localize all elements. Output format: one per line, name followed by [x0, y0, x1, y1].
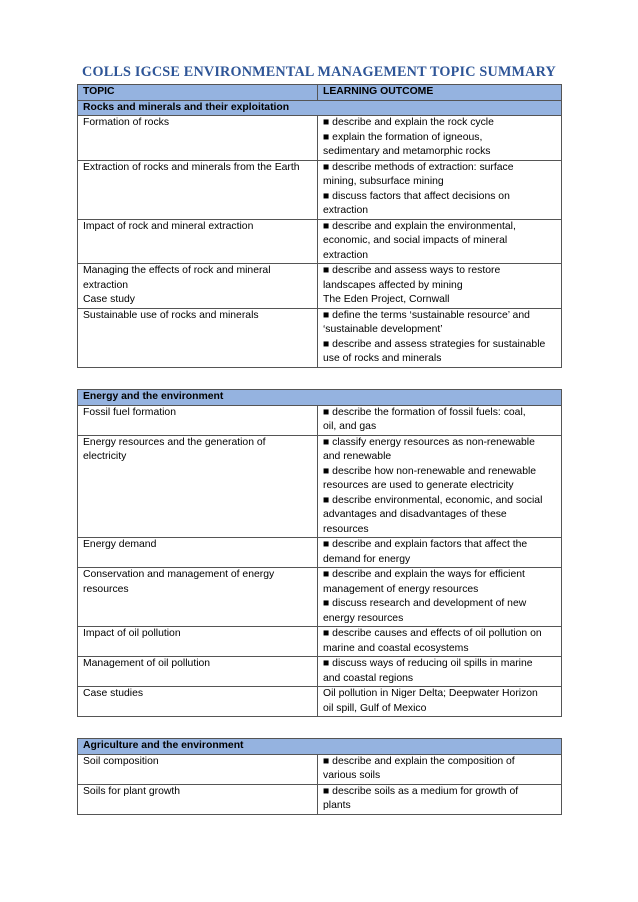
outcome-line: ■ describe soils as a medium for growth of [323, 785, 519, 797]
learning-outcome-cell [318, 627, 562, 657]
outcome-line: ■ discuss research and development of new [323, 598, 527, 609]
learning-outcome-cell [318, 754, 562, 784]
learning-outcome-cell [318, 538, 562, 568]
outcome-line: resources [323, 523, 369, 535]
topic-line: electricity [83, 451, 127, 462]
table-row [78, 264, 562, 309]
outcome-line: Oil pollution in Niger Delta; Deepwater Horizon [323, 688, 538, 699]
section-heading: Rocks and minerals and their exploitation [78, 100, 562, 116]
section-heading: Agriculture and the environment [78, 739, 562, 755]
table-row [78, 627, 562, 657]
outcome-line: ■ discuss factors that affect decisions on [323, 190, 510, 202]
outcome-line: ■ describe and explain the environmental, [323, 220, 516, 232]
table-body [78, 85, 562, 368]
outcome-line: and coastal regions [323, 672, 414, 684]
topic-cell [78, 627, 318, 657]
learning-outcome-cell [318, 219, 562, 264]
outcome-line: ‘sustainable development’ [323, 324, 443, 335]
topic-line: Fossil fuel formation [83, 406, 176, 418]
topic-cell [78, 264, 318, 309]
topic-line: Conservation and management of energy [83, 569, 275, 580]
topic-line: Sustainable use of rocks and minerals [83, 309, 259, 321]
outcome-line: use of rocks and minerals [323, 353, 442, 364]
table-row [78, 116, 562, 161]
topic-line: Impact of rock and mineral extraction [83, 220, 254, 232]
outcome-line: resources are used to generate electricity [323, 480, 514, 491]
outcome-line: ■ describe and assess ways to restore [323, 265, 501, 276]
outcome-line: ■ describe and assess strategies for sustainable [323, 338, 546, 350]
outcome-line: sedimentary and metamorphic rocks [323, 146, 491, 157]
section-heading: Energy and the environment [78, 390, 562, 406]
table-body [78, 390, 562, 717]
outcome-line: plants [323, 800, 351, 811]
learning-outcome-cell [318, 405, 562, 435]
outcome-line: extraction [323, 249, 369, 261]
outcome-line: demand for energy [323, 553, 411, 565]
topic-cell [78, 160, 318, 219]
learning-outcome-cell [318, 264, 562, 309]
table-agriculture [77, 738, 562, 815]
table-body [78, 739, 562, 815]
learning-outcome-cell [318, 116, 562, 161]
topic-cell [78, 405, 318, 435]
topic-cell [78, 219, 318, 264]
topic-cell [78, 308, 318, 367]
outcome-line: ■ describe and explain factors that affect the [323, 539, 528, 550]
topic-cell [78, 784, 318, 814]
table-row [78, 754, 562, 784]
outcome-line: ■ define the terms ‘sustainable resource’ and [323, 309, 530, 321]
outcome-line: oil, and gas [323, 421, 377, 432]
outcome-line: extraction [323, 205, 369, 216]
learning-outcome-cell [318, 160, 562, 219]
topic-line: Energy resources and the generation of [83, 436, 266, 448]
learning-outcome-cell [318, 784, 562, 814]
outcome-line: ■ describe how non-renewable and renewable [323, 465, 537, 477]
outcome-line: The Eden Project, Cornwall [323, 294, 450, 305]
outcome-line: ■ describe and explain the ways for efficient [323, 569, 525, 580]
topic-cell [78, 657, 318, 687]
section-heading-row [78, 390, 562, 406]
learning-outcome-cell [318, 435, 562, 538]
table-rocks-minerals [77, 84, 562, 368]
table-row [78, 687, 562, 717]
topic-line: Management of oil pollution [83, 658, 211, 669]
table-energy [77, 389, 562, 717]
table-row [78, 308, 562, 367]
topic-line: Managing the effects of rock and mineral [83, 265, 271, 276]
topic-line: resources [83, 583, 129, 595]
learning-outcome-cell [318, 657, 562, 687]
outcome-line: ■ describe the formation of fossil fuels: coal, [323, 406, 526, 418]
header-topic: TOPIC [78, 85, 318, 101]
topic-cell [78, 754, 318, 784]
table-row [78, 657, 562, 687]
topic-cell [78, 568, 318, 627]
table-row [78, 435, 562, 538]
outcome-line: ■ discuss ways of reducing oil spills in marine [323, 658, 533, 669]
outcome-line: ■ describe environmental, economic, and social [323, 494, 543, 506]
outcome-line: ■ describe causes and effects of oil pollution on [323, 628, 542, 639]
topic-cell [78, 116, 318, 161]
outcome-line: economic, and social impacts of mineral [323, 235, 508, 246]
table-row [78, 568, 562, 627]
topic-line: Soil composition [83, 755, 159, 767]
outcome-line: ■ explain the formation of igneous, [323, 131, 483, 143]
outcome-line: management of energy resources [323, 583, 479, 595]
topic-cell [78, 538, 318, 568]
topic-line: Impact of oil pollution [83, 628, 181, 639]
topic-line: Formation of rocks [83, 117, 170, 128]
table-header-row [78, 85, 562, 101]
topic-line: Case study [83, 294, 135, 305]
outcome-line: various soils [323, 770, 381, 781]
section-heading-row [78, 739, 562, 755]
table-row [78, 405, 562, 435]
outcome-line: marine and coastal ecosystems [323, 642, 469, 654]
outcome-line: advantages and disadvantages of these [323, 509, 507, 520]
table-row [78, 160, 562, 219]
outcome-line: mining, subsurface mining [323, 176, 444, 187]
header-learning-outcome: LEARNING OUTCOME [318, 85, 562, 101]
document-title: COLLS IGCSE ENVIRONMENTAL MANAGEMENT TOPIC SUMMARY [82, 64, 556, 80]
topic-line: extraction [83, 279, 129, 291]
table-row [78, 219, 562, 264]
outcome-line: and renewable [323, 451, 392, 462]
learning-outcome-cell [318, 308, 562, 367]
topic-line: Soils for plant growth [83, 785, 181, 797]
outcome-line: energy resources [323, 612, 404, 624]
section-heading-row [78, 100, 562, 116]
topic-cell [78, 435, 318, 538]
learning-outcome-cell [318, 687, 562, 717]
topic-line: Extraction of rocks and minerals from the Earth [83, 161, 300, 173]
outcome-line: ■ classify energy resources as non-renewable [323, 436, 535, 448]
topic-line: Energy demand [83, 539, 157, 550]
outcome-line: landscapes affected by mining [323, 279, 463, 291]
table-row [78, 784, 562, 814]
table-row [78, 538, 562, 568]
topic-line: Case studies [83, 688, 144, 699]
learning-outcome-cell [318, 568, 562, 627]
topic-cell [78, 687, 318, 717]
outcome-line: ■ describe and explain the composition of [323, 755, 515, 767]
outcome-line: oil spill, Gulf of Mexico [323, 702, 427, 714]
outcome-line: ■ describe methods of extraction: surface [323, 161, 514, 173]
outcome-line: ■ describe and explain the rock cycle [323, 117, 494, 128]
